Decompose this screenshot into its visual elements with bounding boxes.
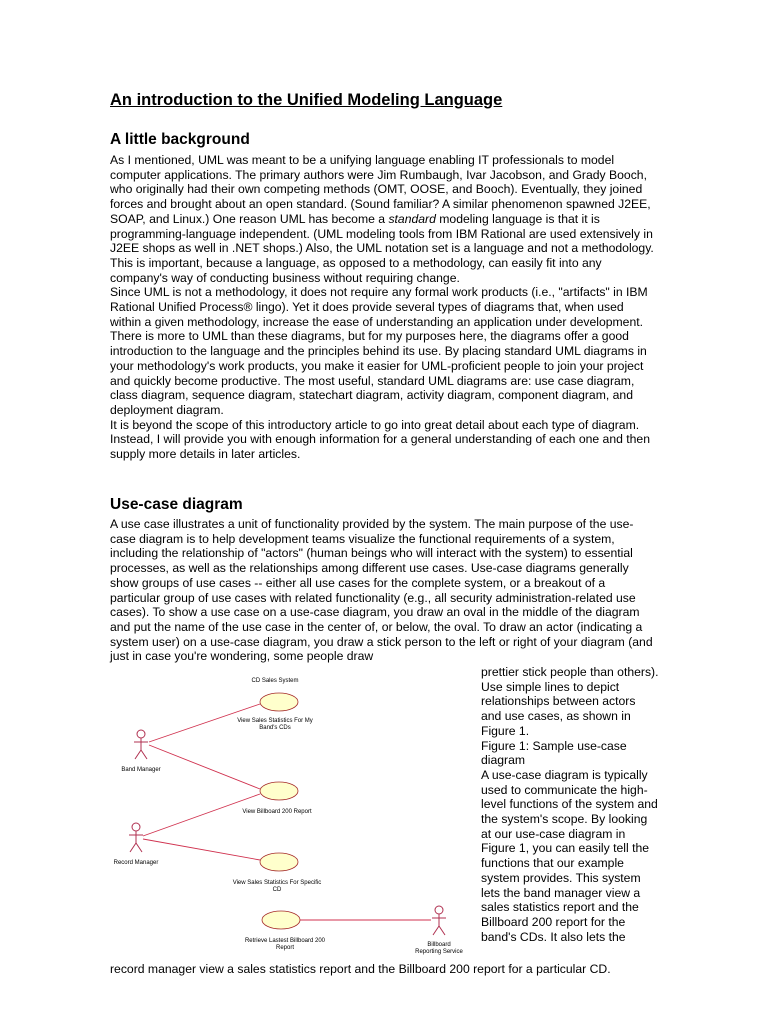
page-title: An introduction to the Unified Modeling Language: [110, 91, 503, 109]
use-case-oval: [260, 782, 298, 800]
actor-label: Billboard: [427, 942, 451, 948]
actor-label: Record Manager: [113, 860, 159, 866]
actor-label: Reporting Service: [415, 949, 463, 955]
actor-record-manager: [129, 823, 143, 852]
use-case-label: CD: [272, 887, 282, 893]
use-case-oval: [260, 853, 298, 871]
use-case-paragraph-3: A use-case diagram is typically used to communicate the high-level functions of the system and the system's scope. By looking at our use-case diagram in Figure 1, you can easily tell the functions that our example system provides. This system lets the band manager view a sales statistics report and the Billboard 200 report for the band's CDs. It also lets the: [481, 767, 658, 944]
section-heading-use-case: Use-case diagram: [110, 496, 243, 513]
figure-caption: Figure 1: Sample use-case diagram: [481, 738, 627, 768]
use-case-oval: [260, 693, 298, 711]
background-paragraph-1: As I mentioned, UML was meant to be a unifying language enabling IT professionals to model computer applications. The primary authors were Jim Rumbaugh, Ivar Jacobson, and Grady Booch, who originally had their own competing methods (OMT, OOSE, and Booch). Eventually, they joined forces and brought about an open standard. (Sound familiar? A similar phenomenon spawned J2EE, SOAP, and Linux.) One reason UML has become a standard modeling language is that it is programming-language independent. (UML modeling tools from IBM Rational are used extensively in J2EE shops as well in .NET shops.) Also, the UML notation set is a language and not a methodology. This is important, because a language, as opposed to a methodology, can easily fit into any company's way of conducting business without requiring change.: [110, 153, 654, 285]
actor-label: Band Manager: [121, 767, 161, 773]
relationship-line: [143, 839, 260, 860]
use-case-label: View Sales Statistics For Specific: [232, 880, 322, 886]
actor-band-manager: [134, 730, 148, 759]
use-case-label: Retrieve Lastest Billboard 200: [244, 938, 326, 944]
use-case-oval: [262, 911, 300, 929]
background-paragraph-2: Since UML is not a methodology, it does not require any formal work products (i.e., "artifacts" in IBM Rational Unified Process® lingo). Yet it does provide several types of diagrams that, when used within a given methodology, increase the ease of understanding an application under development. There is more to UML than these diagrams, but for my purposes here, the diagrams offer a good introduction to the language and the principles behind its use. By placing standard UML diagrams in your methodology's work products, you make it easier for UML-proficient people to join your project and quickly become productive. The most useful, standard UML diagrams are: use case diagram, class diagram, sequence diagram, statechart diagram, activity diagram, component diagram, and deployment diagram.: [110, 285, 648, 417]
system-name-label: CD Sales System: [251, 678, 299, 684]
use-case-label: View Billboard 200 Report: [242, 809, 312, 815]
use-case-label: Report: [275, 945, 295, 951]
actor-billboard-service: [432, 906, 446, 935]
section-heading-background: A little background: [110, 131, 250, 148]
use-case-paragraph-1: A use case illustrates a unit of functionality provided by the system. The main purpose of the use-case diagram is to help development teams visualize the functional requirements of a system, including the relationship of "actors" (human beings who will interact with the system) to essential processes, as well as the relationships among different use cases. Use-case diagrams generally show groups of use cases -- either all use cases for the complete system, or a breakout of a particular group of use cases with related functionality (e.g., all security administration-related use cases). To show a use case on a use-case diagram, you draw an oval in the middle of the diagram and put the name of the use case in the center of, or below, the oval. To draw an actor (indicating a system user) on a use-case diagram, you draw a stick person to the left or right of your diagram (and just in case you're wondering, some people draw: [110, 517, 653, 664]
figure-side-text: [481, 665, 659, 944]
use-case-paragraph-2: prettier stick people than others). Use simple lines to depict relationships between actors and use cases, as shown in Figure 1.: [481, 665, 659, 738]
use-case-label: Band's CDs: [259, 725, 291, 731]
use-case-diagram: [105, 670, 475, 965]
background-paragraph-3: It is beyond the scope of this introductory article to go into great detail about each type of diagram. Instead, I will provide you with enough information for a general understanding of each one and then supply more details in later articles.: [110, 417, 650, 462]
use-case-label: View Sales Statistics For My: [237, 718, 313, 724]
background-text: [110, 153, 658, 462]
relationship-line: [143, 794, 260, 836]
use-case-paragraph-3-end: record manager view a sales statistics report and the Billboard 200 report for a particular CD.: [110, 962, 611, 976]
relationship-line: [149, 745, 260, 789]
